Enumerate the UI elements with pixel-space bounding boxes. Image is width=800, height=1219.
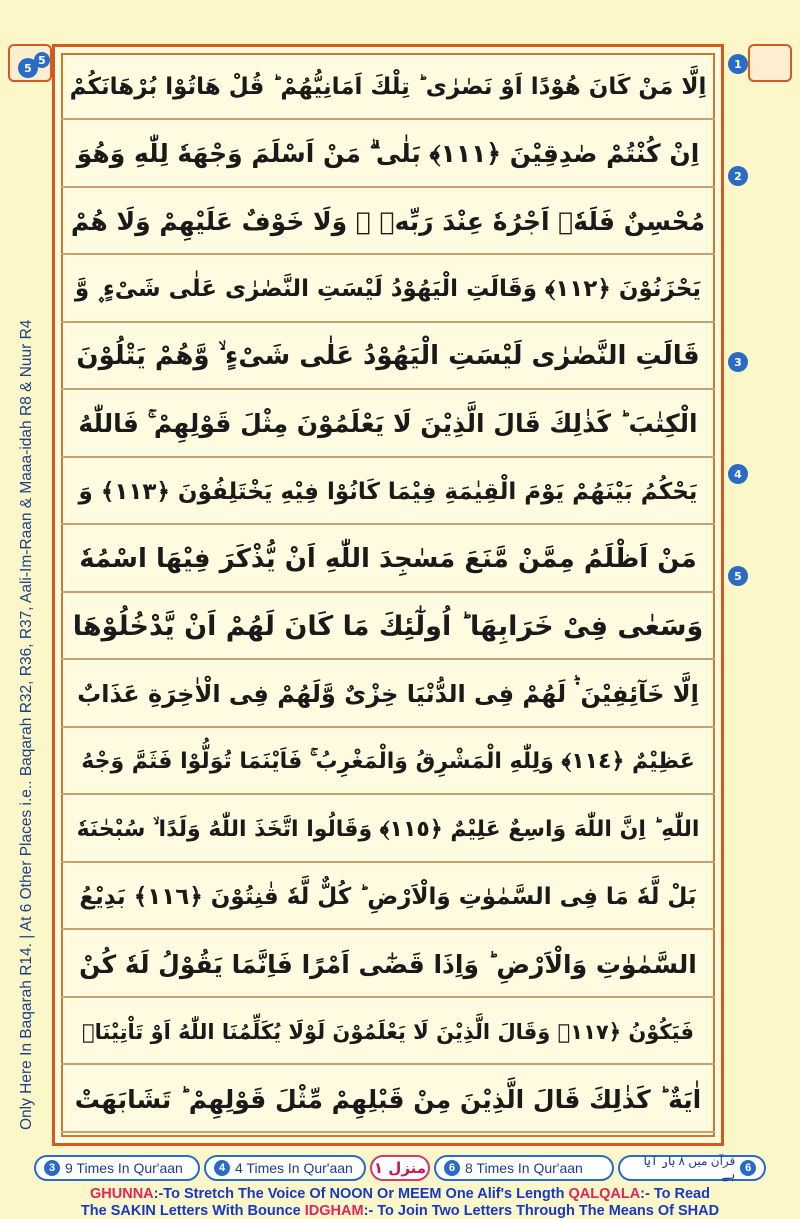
note-marker: 6 — [740, 1160, 756, 1176]
ayah-line-text: السَّمٰوٰتِ وَالْاَرْضِ ؕ وَاِذَا قَضٰٓى اَمْرًا فَاِنَّمَا يَقُوْلُ لَهٗ كُنْ — [79, 949, 697, 979]
idgham-text: :- To Join Two Letters Through The Means Of SHAD — [363, 1203, 720, 1219]
ayah-line — [61, 55, 715, 120]
ghunna-text: :-To Stretch The Voice Of NOON Or MEEM One Alif's Length — [153, 1186, 565, 1202]
ayah-line-text: مُحْسِنٌ فَلَهٗۤ اَجْرُهٗ عِنْدَ رَبِّهٖ ۪ وَلَا خَوْفٌ عَلَيْهِمْ وَلَا هُمْ — [70, 207, 706, 236]
left-sidebar — [18, 61, 38, 1140]
ayah-line-text: مَنْ اَظْلَمُ مِمَّنْ مَّنَعَ مَسٰجِدَ اللّٰهِ اَنْ يُّذْكَرَ فِيْهَا اسْمُهٗ — [79, 544, 697, 574]
ayah-line — [61, 865, 715, 930]
left-sidebar-marker: 5 — [18, 58, 38, 78]
corner-marker: 5 — [34, 52, 50, 68]
right-sidebar — [728, 57, 748, 1140]
ayah-line — [61, 460, 715, 525]
footer-note-right — [434, 1155, 614, 1181]
ayah-line-text: عَظِيْمٌ ﴿١١٤﴾ وَلِلّٰهِ الْمَشْرِقُ وَالْمَغْرِبُ ۚ فَاَيْنَمَا تُوَلُّوْا فَثَمَّ وَجْهُ — [81, 749, 695, 774]
ghunna-label: GHUNNA — [90, 1186, 154, 1202]
ayah-line-text: اِلَّا خَآئِفِيْنَ ۬ؕ لَهُمْ فِى الدُّنْيَا خِزْىٌ وَّلَهُمْ فِى الْاٰخِرَةِ عَذَابٌ — [77, 680, 699, 708]
footer-note-left — [34, 1155, 200, 1181]
qalqala-text-cont: The SAKIN Letters With Bounce — [80, 1203, 301, 1219]
tajweed-legend-line-1 — [0, 1186, 800, 1202]
note-text: 8 Times In Qur'aan — [465, 1160, 583, 1176]
ayah-line-text: الْكِتٰبَ ؕ كَذٰلِكَ قَالَ الَّذِيْنَ لَا يَعْلَمُوْنَ مِثْلَ قَوْلِهِمْ ۚ فَاللّٰهُ — [78, 409, 698, 438]
ayah-line — [61, 663, 715, 728]
left-sidebar-note: Only Here In Baqarah R14. | At 6 Other Places i.e.. Baqarah R32, R36, R37, Aali-Im-Raan & Maaa-idah R8 & Nuur R4 — [18, 319, 35, 1130]
ayah-line — [61, 123, 715, 188]
ayah-line — [61, 325, 715, 390]
ayah-line-text: يَحْكُمُ بَيْنَهُمْ يَوْمَ الْقِيٰمَةِ فِيْمَا كَانُوْا فِيْهِ يَخْتَلِفُوْنَ ﴿١١٣﴾ وَ — [78, 478, 698, 505]
ayah-line — [61, 730, 715, 795]
note-text: 4 Times In Qur'aan — [235, 1160, 353, 1176]
right-sidebar-marker-3: 3 — [728, 352, 748, 372]
right-sidebar-marker-2: 2 — [728, 166, 748, 186]
note-text: قرآن میں ۸ بار آیا ہے — [643, 1154, 736, 1182]
ayah-line-text: بَلْ لَّهٗ مَا فِى السَّمٰوٰتِ وَالْاَرْضِ ؕ كُلٌّ لَّهٗ قٰنِتُوْنَ ﴿١١٦﴾ بَدِيْعُ — [79, 883, 697, 910]
right-sidebar-marker-4: 4 — [728, 464, 748, 484]
ayah-line-text: يَحْزَنُوْنَ ﴿١١٢﴾ وَقَالَتِ الْيَهُوْدُ لَيْسَتِ النَّصٰرٰى عَلٰى شَىْءٍ ۪ وَّ — [74, 276, 702, 302]
note-marker: 6 — [444, 1160, 460, 1176]
ayah-line — [61, 528, 715, 593]
right-sidebar-marker-1: 1 — [728, 54, 748, 74]
corner-ornament-top-right — [748, 44, 792, 82]
footer-note-middle — [204, 1155, 366, 1181]
tajweed-legend-line-2 — [0, 1203, 800, 1219]
quran-page-frame — [52, 44, 724, 1146]
qalqala-text: :- To Read — [640, 1186, 710, 1202]
footer-urdu-note — [618, 1155, 766, 1181]
ayah-line — [61, 798, 715, 863]
note-marker: 3 — [44, 1160, 60, 1176]
ayah-line-text: اِلَّا مَنْ كَانَ هُوْدًا اَوْ نَصٰرٰى ؕ تِلْكَ اَمَانِيُّهُمْ ؕ قُلْ هَاتُوْا بُرْهَانَكُمْ — [69, 73, 707, 100]
ayah-line-text: اِنْ كُنْتُمْ صٰدِقِيْنَ ﴿١١١﴾ بَلٰى ۗ مَنْ اَسْلَمَ وَجْهَهٗ لِلّٰهِ وَهُوَ — [76, 139, 700, 168]
note-text: 9 Times In Qur'aan — [65, 1160, 183, 1176]
ayah-line — [61, 258, 715, 323]
qalqala-label: QALQALA — [568, 1186, 641, 1202]
ayah-line — [61, 190, 715, 255]
ayah-line — [61, 595, 715, 660]
right-sidebar-marker-5: 5 — [728, 566, 748, 586]
ayah-line-text: قَالَتِ النَّصٰرٰى لَيْسَتِ الْيَهُوْدُ عَلٰى شَىْءٍ ۙ وَّهُمْ يَتْلُوْنَ — [76, 341, 700, 371]
ayah-line-text: اللّٰهِ ؕ اِنَّ اللّٰهَ وَاسِعٌ عَلِيْمٌ ﴿١١٥﴾ وَقَالُوا اتَّخَذَ اللّٰهُ وَلَدًا ۙ سُبْحٰنَهٗ — [76, 816, 700, 842]
manzil-pill: منزل ١ — [370, 1155, 430, 1181]
note-marker: 4 — [214, 1160, 230, 1176]
ayah-line — [61, 393, 715, 458]
ayah-line — [61, 1000, 715, 1065]
ayah-line-text: اٰيَةٌ ؕ كَذٰلِكَ قَالَ الَّذِيْنَ مِنْ قَبْلِهِمْ مِّثْلَ قَوْلِهِمْ ؕ تَشَابَهَتْ — [74, 1084, 702, 1114]
ayah-line-text: وَسَعٰى فِىْ خَرَابِهَا ؕ اُولٰٓئِكَ مَا كَانَ لَهُمْ اَنْ يَّدْخُلُوْهَا — [72, 611, 704, 642]
idgham-label: IDGHAM — [304, 1203, 364, 1219]
ayah-line-text: فَيَكُوْنُ ﴿١١٧﴾ وَقَالَ الَّذِيْنَ لَا يَعْلَمُوْنَ لَوْلَا يُكَلِّمُنَا اللّٰهُ اَوْ تَاْتِيْنَاۤ — [82, 1019, 694, 1044]
ayah-line — [61, 933, 715, 998]
ayah-line — [61, 1068, 715, 1133]
